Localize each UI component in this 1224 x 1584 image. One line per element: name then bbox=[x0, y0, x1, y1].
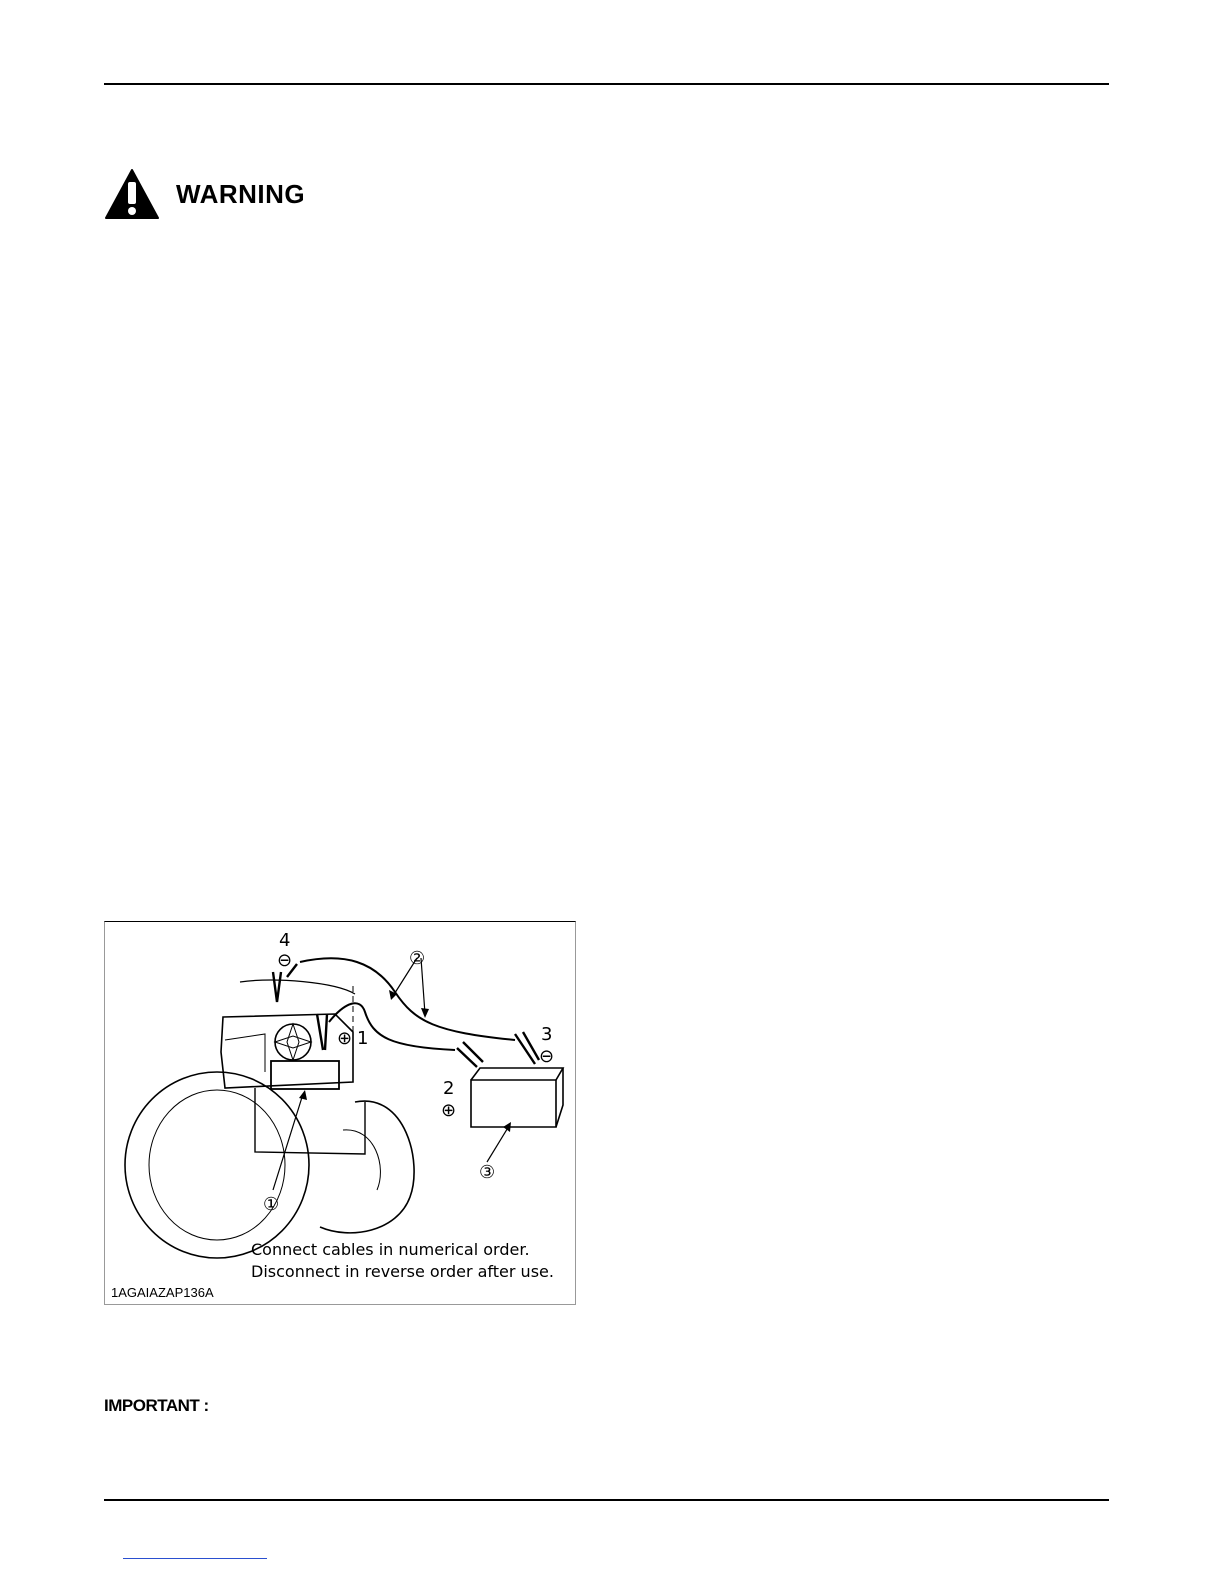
right-tire bbox=[320, 1101, 414, 1233]
callout-c1: ① bbox=[263, 1194, 280, 1215]
callout-plus-1: ⊕ bbox=[337, 1028, 353, 1049]
callout-n4: 4 bbox=[279, 930, 291, 951]
jump-start-figure bbox=[104, 921, 576, 1305]
callout-n2: 2 bbox=[443, 1078, 455, 1099]
figure-caption bbox=[251, 1239, 554, 1283]
footer-link-underline[interactable] bbox=[123, 1558, 267, 1559]
callout-minus-3: ⊖ bbox=[539, 1046, 555, 1067]
clamp-1 bbox=[317, 1014, 327, 1050]
header-rule bbox=[104, 83, 1109, 85]
warning-heading bbox=[104, 168, 305, 220]
callout-c3: ③ bbox=[479, 1162, 496, 1183]
important-label: IMPORTANT : bbox=[104, 1396, 209, 1415]
clamp-2 bbox=[457, 1042, 483, 1067]
warning-label: WARNING bbox=[176, 178, 306, 209]
figure-id: 1AGAIAZAP136A bbox=[111, 1285, 214, 1300]
cable-negative bbox=[300, 958, 515, 1040]
callout-c2: ② bbox=[409, 948, 426, 969]
callout-minus-4: ⊖ bbox=[277, 950, 293, 971]
callout-plus-2: ⊕ bbox=[441, 1100, 457, 1121]
clamp-3 bbox=[515, 1032, 539, 1064]
callout-n1: 1 bbox=[357, 1028, 369, 1049]
callout-n3: 3 bbox=[541, 1024, 553, 1045]
caption-line-1: Connect cables in numerical order. bbox=[251, 1240, 530, 1259]
warning-triangle-icon bbox=[104, 168, 160, 220]
caption-line-2: Disconnect in reverse order after use. bbox=[251, 1262, 554, 1281]
fan-icon bbox=[275, 1024, 311, 1060]
footer-rule bbox=[104, 1499, 1109, 1501]
